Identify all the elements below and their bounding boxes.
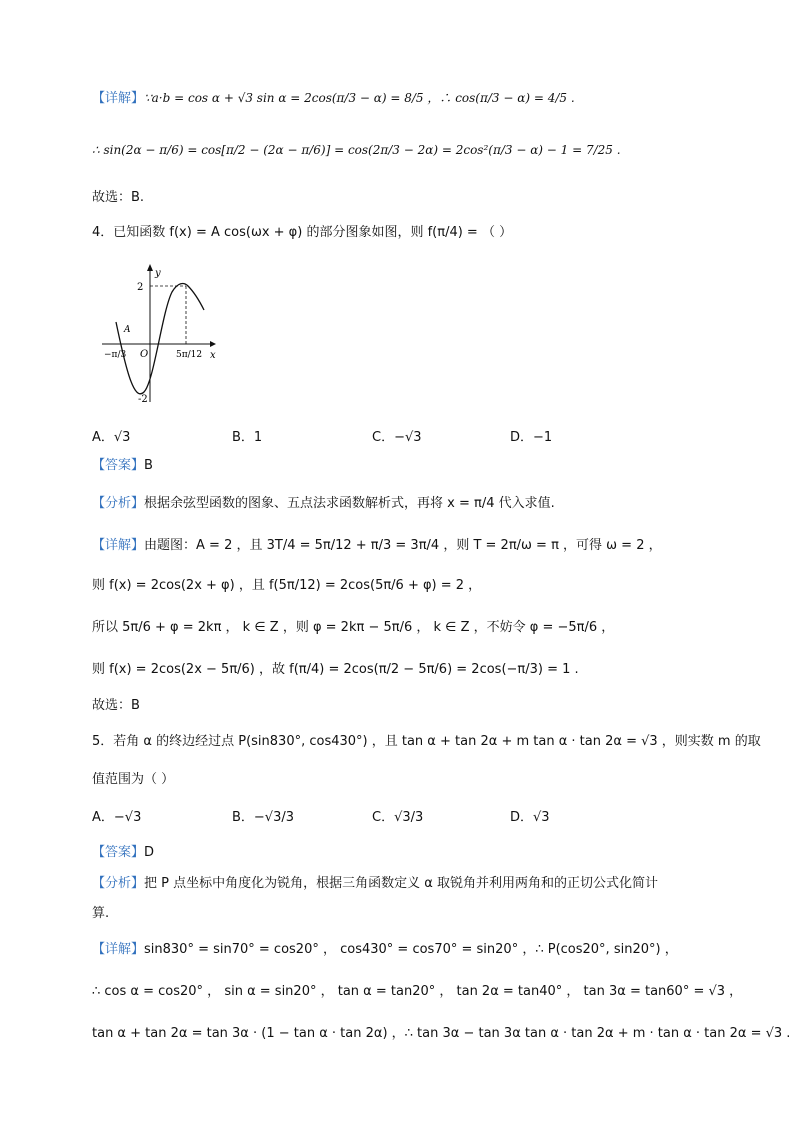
option-d[interactable]: D．−1 <box>510 430 553 445</box>
detail-4-line-3: 所以 5π/6 + φ = 2kπ ， k ∈ Z ，则 φ = 2kπ − 5π/6 ， k ∈ Z ，不妨令 φ = −5π/6 ， <box>92 620 615 635</box>
y-max-label: 2 <box>137 282 144 293</box>
x-left-label: −π/3 <box>104 350 127 360</box>
option-c[interactable]: C．−√3 <box>372 430 422 445</box>
cosine-curve <box>116 284 204 394</box>
question-5-line-2: 值范围为（ ） <box>92 772 175 787</box>
a-label: A <box>124 325 131 335</box>
tag-analysis: 【分析】 <box>92 876 145 891</box>
analysis-4 <box>92 494 555 514</box>
choice-line-4: 故选：B <box>92 698 140 713</box>
detail-5-line-3: tan α + tan 2α = tan 3α · (1 − tan α · tan 2α) ，∴ tan 3α − tan 3α tan α · tan 2α + m · tan α · tan 2α = √3 . <box>92 1026 791 1041</box>
tag-detail: 【详解】 <box>92 942 145 957</box>
formula: ∵a·b = cos α + √3 sin α = 2cos(π/3 − α) = 8/5 ，∴ cos(π/3 − α) = 4/5 . <box>144 91 575 105</box>
analysis-text: 把 P 点坐标中角度化为锐角，根据三角函数定义 α 取锐角并利用两角和的正切公式化简计 <box>144 876 658 891</box>
option-a[interactable]: A．√3 <box>92 430 131 445</box>
option-b[interactable]: B．−√3/3 <box>232 810 295 825</box>
analysis-text: 根据余弦型函数的图象、五点法求函数解析式，再将 x = π/4 代入求值. <box>144 496 555 511</box>
y-axis-arrow <box>147 264 153 271</box>
origin-label: O <box>140 349 149 360</box>
answer-value: D <box>144 845 155 860</box>
detail-text: 由题图：A = 2 ，且 3T/4 = 5π/12 + π/3 = 3π/4 ，则 T = 2π/ω = π ，可得 ω = 2 ， <box>144 538 662 553</box>
tag-detail: 【详解】 <box>92 538 145 553</box>
tag-answer: 【答案】 <box>92 458 145 473</box>
option-b[interactable]: B．1 <box>232 430 263 445</box>
function-graph <box>92 262 222 412</box>
option-d[interactable]: D．√3 <box>510 810 550 825</box>
tag-analysis: 【分析】 <box>92 496 145 511</box>
y-min-label: -2 <box>138 394 148 405</box>
y-axis-label: y <box>155 268 161 279</box>
option-c[interactable]: C．√3/3 <box>372 810 424 825</box>
detail-line-1 <box>92 88 575 109</box>
x-axis-label: x <box>210 350 216 361</box>
detail-line-2 <box>92 140 621 161</box>
detail-4-line-4: 则 f(x) = 2cos(2x − 5π/6) ，故 f(π/4) = 2cos(π/2 − 5π/6) = 2cos(−π/3) = 1 . <box>92 662 579 677</box>
detail-4-line-2: 则 f(x) = 2cos(2x + φ) ，且 f(5π/12) = 2cos(5π/6 + φ) = 2 ， <box>92 578 482 593</box>
detail-5-line-1 <box>92 940 678 960</box>
tag-answer: 【答案】 <box>92 845 145 860</box>
detail-5-line-2: ∴ cos α = cos20° ， sin α = sin20° ， tan α = tan20° ， tan 2α = tan40° ， tan 3α = tan60° = √3 ， <box>92 984 743 999</box>
answer-4 <box>92 456 153 476</box>
choice-line: 故选：B. <box>92 190 145 205</box>
question-5-line-1: 5．若角 α 的终边经过点 P(sin830°, cos430°) ，且 tan α + tan 2α + m tan α · tan 2α = √3 ，则实数 m 的取 <box>92 734 761 749</box>
analysis-5-line-2: 算. <box>92 906 110 921</box>
x-axis-arrow <box>210 341 216 347</box>
answer-value: B <box>144 458 153 473</box>
question-4: 4．已知函数 f(x) = A cos(ωx + φ) 的部分图象如图，则 f(π/4) = （ ） <box>92 225 513 240</box>
detail-text: sin830° = sin70° = cos20° ， cos430° = cos70° = sin20° ，∴ P(cos20°, sin20°) ， <box>144 942 678 957</box>
tag-detail: 【详解】 <box>92 91 145 106</box>
detail-4-line-1 <box>92 536 662 556</box>
answer-5 <box>92 843 154 863</box>
formula: ∴ sin(2α − π/6) = cos[π/2 − (2α − π/6)] = cos(2π/3 − 2α) = 2cos²(π/3 − α) − 1 = 7/25 . <box>92 143 621 157</box>
x-right-label: 5π/12 <box>176 350 203 360</box>
analysis-5-line-1 <box>92 874 658 894</box>
option-a[interactable]: A．−√3 <box>92 810 142 825</box>
